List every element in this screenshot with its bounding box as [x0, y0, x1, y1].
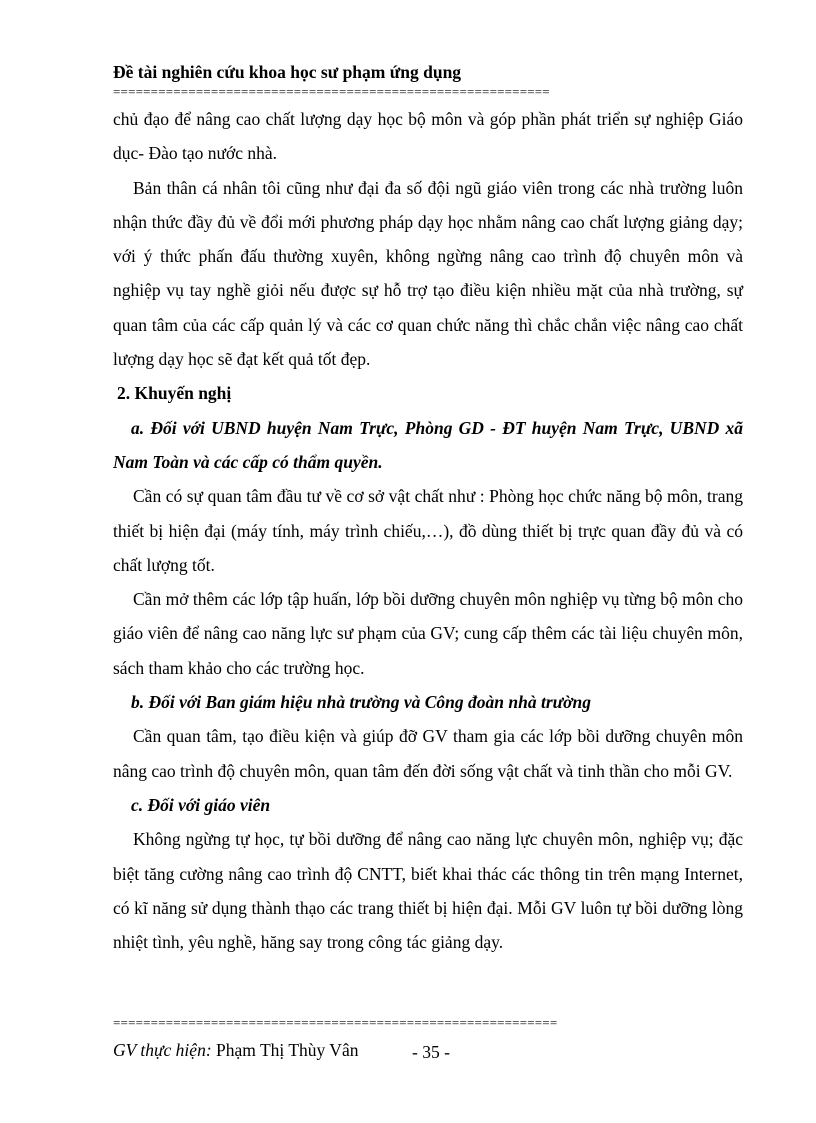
- subsection-heading: b. Đối với Ban giám hiệu nhà trường và Công đoàn nhà trường: [131, 692, 592, 713]
- paragraph: Cần quan tâm, tạo điều kiện và giúp đỡ GV tham gia các lớp bồi dưỡng chuyên môn nâng cao trình độ chuyên môn, quan tâm đến đời sống vật chất và tinh thần cho mỗi GV.: [113, 726, 743, 781]
- paragraph: Cần mở thêm các lớp tập huấn, lớp bồi dưỡng chuyên môn nghiệp vụ từng bộ môn cho giáo viên để nâng cao năng lực sư phạm của GV; cung cấp thêm các tài liệu chuyên môn, sách tham khảo cho các trường học.: [113, 589, 743, 678]
- paragraph: Bản thân cá nhân tôi cũng như đại đa số đội ngũ giáo viên trong các nhà trường luôn nhận thức đầy đủ về đổi mới phương pháp dạy học nhằm nâng cao chất lượng giảng dạy; với ý thức phấn đấu thường xuyên, không ngừng nâng cao trình độ chuyên môn và nghiệp vụ tay nghề giỏi nếu được sự hỗ trợ tạo điều kiện nhiều mặt của nhà trường, sự quan tâm của các cấp quản lý và các cơ quan chức năng thì chắc chắn việc nâng cao chất lượng dạy học sẽ đạt kết quả tốt đẹp.: [113, 177, 743, 370]
- header-separator: ==========================================================: [113, 84, 550, 99]
- body-text: [113, 102, 743, 959]
- section-heading: 2. Khuyến nghị: [117, 383, 232, 404]
- footer-separator: ===========================================================: [113, 1015, 558, 1030]
- author-name: Phạm Thị Thùy Vân: [211, 1040, 359, 1060]
- subsection-heading: a. Đối với UBND huyện Nam Trực, Phòng GD - ĐT huyện Nam Trực, UBND xã Nam Toàn và các cấp có thẩm quyền.: [113, 417, 743, 472]
- footer-author: [113, 1040, 358, 1061]
- subsection-heading: c. Đối với giáo viên: [131, 794, 271, 815]
- paragraph: chủ đạo để nâng cao chất lượng dạy học bộ môn và góp phần phát triển sự nghiệp Giáo dục- Đào tạo nước nhà.: [113, 109, 743, 164]
- author-label: GV thực hiện:: [113, 1040, 212, 1060]
- header-title: Đề tài nghiên cứu khoa học sư phạm ứng dụng: [113, 62, 462, 82]
- paragraph: Cần có sự quan tâm đầu tư về cơ sở vật chất như : Phòng học chức năng bộ môn, trang thiết bị hiện đại (máy tính, máy trình chiếu,…), đồ dùng thiết bị trực quan đầy đủ và có chất lượng tốt.: [113, 486, 743, 575]
- paragraph: Không ngừng tự học, tự bồi dưỡng để nâng cao năng lực chuyên môn, nghiệp vụ; đặc biệt tăng cường nâng cao trình độ CNTT, biết khai thác các thông tin trên mạng Internet, có kĩ năng sử dụng thành thạo các trang thiết bị hiện đại. Mỗi GV luôn tự bồi dưỡng lòng nhiệt tình, yêu nghề, hăng say trong công tác giảng dạy.: [113, 829, 743, 953]
- page-number: - 35 -: [412, 1042, 450, 1062]
